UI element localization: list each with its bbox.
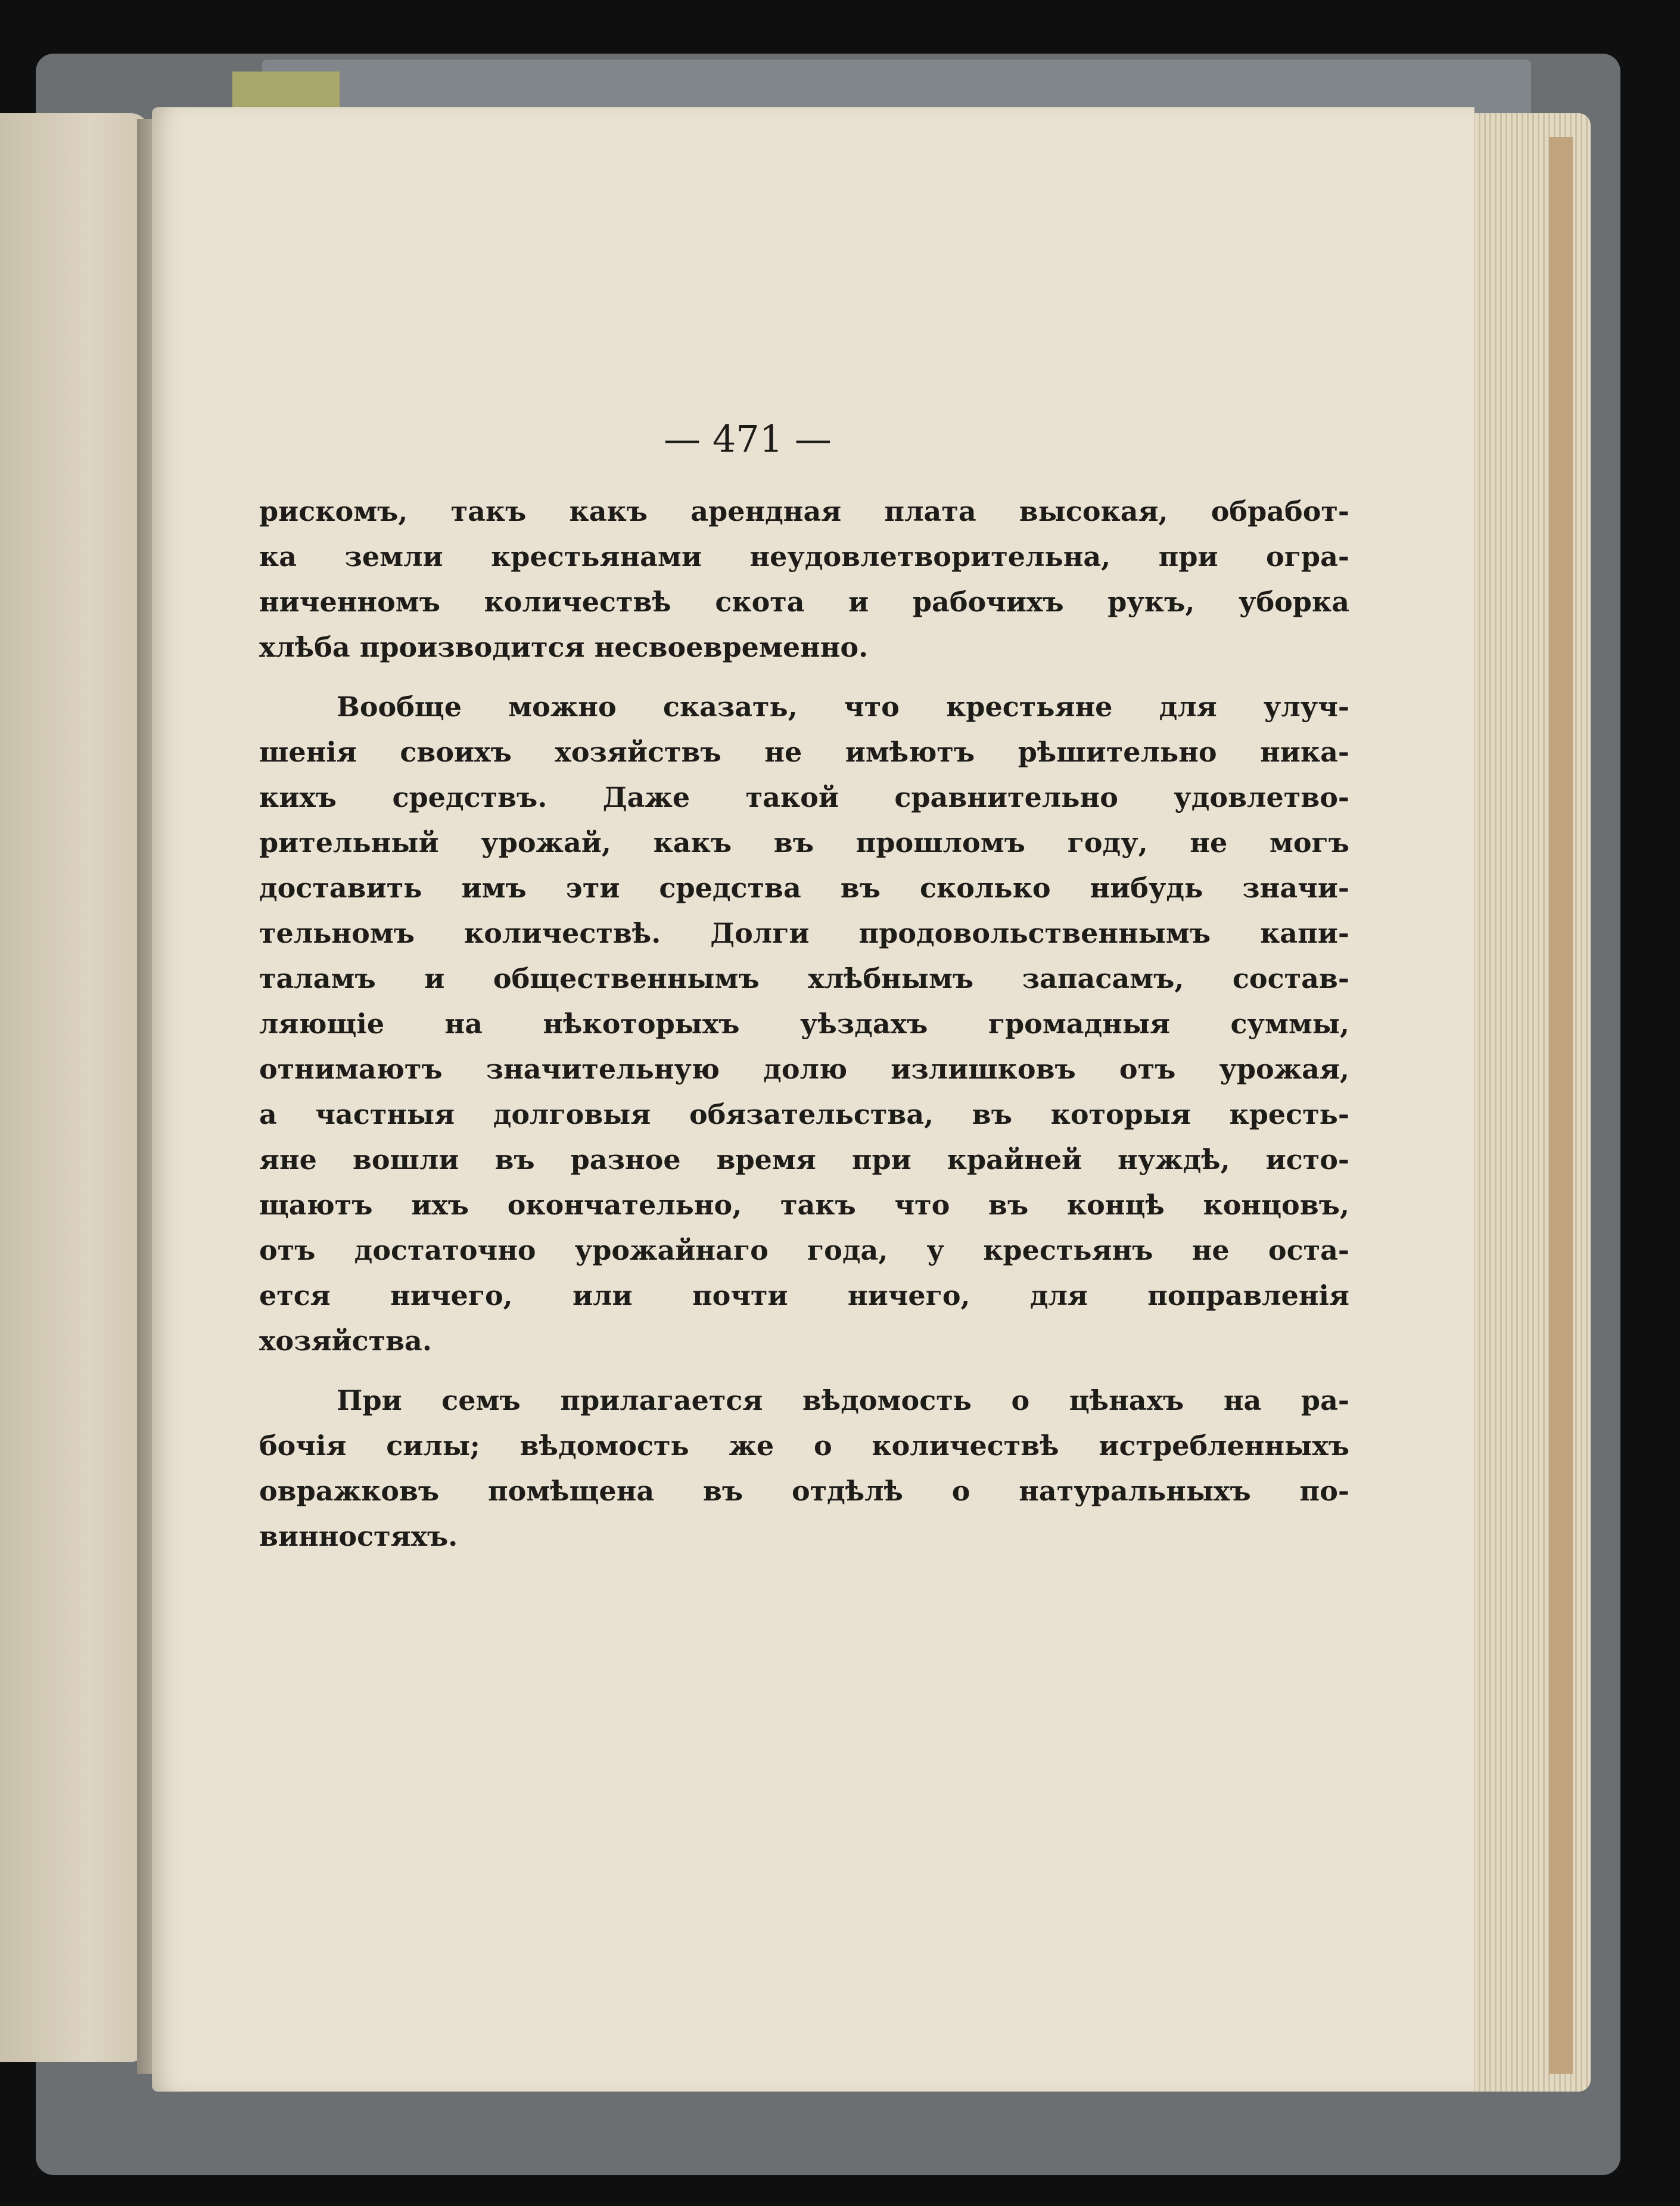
text-line: отъ достаточно урожайнаго года, у крестьянъ не оста- — [259, 1234, 1349, 1266]
text-line: таламъ и общественнымъ хлѣбнымъ запасамъ, состав- — [259, 962, 1349, 995]
text-line: рискомъ, такъ какъ арендная плата высокая, обработ- — [259, 495, 1349, 527]
text-line: а частныя долговыя обязательства, въ которыя кресть- — [259, 1098, 1349, 1130]
text-line: кихъ средствъ. Даже такой сравнительно удовлетво- — [259, 781, 1349, 813]
book-page — [152, 107, 1474, 2092]
text-line: ляющіе на нѣкоторыхъ уѣздахъ громадныя суммы, — [259, 1008, 1349, 1040]
text-line: отнимаютъ значительную долю излишковъ отъ урожая, — [259, 1053, 1349, 1085]
text-line: При семъ прилагается вѣдомость о цѣнахъ на ра- — [337, 1384, 1349, 1416]
page-number: — 471 — — [664, 417, 832, 461]
text-line: шенія своихъ хозяйствъ не имѣютъ рѣшительно никa- — [259, 736, 1349, 768]
text-line: ниченномъ количествѣ скота и рабочихъ рукъ, уборка — [259, 586, 1349, 618]
text-line: овражковъ помѣщена въ отдѣлѣ о натуральныхъ по- — [259, 1475, 1349, 1507]
text-line: щаютъ ихъ окончательно, такъ что въ концѣ концовъ, — [259, 1189, 1349, 1221]
text-line: Вообще можно сказать, что крестьяне для улуч- — [337, 691, 1349, 723]
text-line: ка земли крестьянами неудовлетворительна, при огра- — [259, 540, 1349, 573]
text-line: рительный урожай, какъ въ прошломъ году, не могъ — [259, 827, 1349, 859]
page-text — [259, 489, 1349, 1559]
text-line: хлѣба производится несвоевременно. — [259, 631, 869, 663]
facing-page-left — [0, 113, 149, 2062]
page-edge-shadow — [1549, 137, 1573, 2074]
text-line: винностяхъ. — [259, 1520, 458, 1552]
text-line: доставить имъ эти средства въ сколько нибудь значи- — [259, 872, 1349, 904]
text-line: хозяйства. — [259, 1325, 432, 1357]
text-line: бочія силы; вѣдомость же о количествѣ истребленныхъ — [259, 1430, 1349, 1462]
text-line: тельномъ количествѣ. Долги продовольственнымъ капи- — [259, 917, 1349, 949]
text-line: ется ничего, или почти ничего, для поправленія — [259, 1279, 1349, 1312]
text-line: яне вошли въ разное время при крайней нуждѣ, исто- — [259, 1144, 1349, 1176]
